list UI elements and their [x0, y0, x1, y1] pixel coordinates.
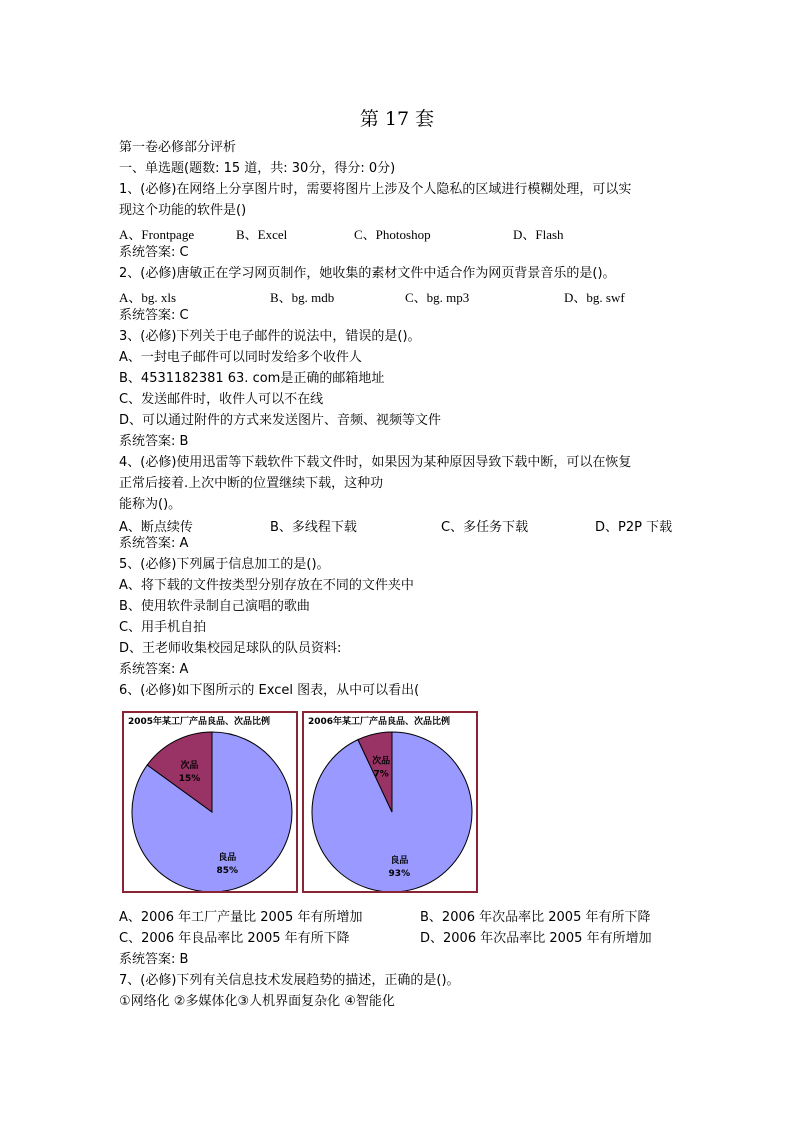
question-2-option-d: D、bg. swf — [564, 290, 625, 305]
pie-percent-label: 93% — [388, 868, 411, 879]
document-title: 第 17 套 — [359, 108, 435, 130]
pie-chart-2006-title: 2006年某工厂产品良品、次品比例 — [308, 717, 451, 727]
question-4-option-d: D、P2P 下载 — [595, 520, 673, 535]
question-1-option-b: B、Excel — [236, 227, 288, 242]
question-4-option-a: A、断点续传 — [119, 520, 193, 535]
question-7-stem-line-1: 7、(必修)下列有关信息技术发展趋势的描述，正确的是()。 — [119, 973, 460, 988]
question-6-option-a: A、2006 年工厂产量比 2005 年有所增加 — [119, 910, 363, 925]
question-4-stem-line-2: 正常后接着.上次中断的位置继续下载，这种功 — [119, 476, 384, 491]
question-3-stem-line-1: 3、(必修)下列关于电子邮件的说法中，错误的是()。 — [119, 329, 421, 344]
question-1-option-d: D、Flash — [513, 227, 564, 242]
question-2-option-a: A、bg. xls — [119, 290, 177, 305]
question-4-option-c: C、多任务下载 — [441, 520, 529, 535]
question-5-option-b: B、使用软件录制自己演唱的歌曲 — [119, 599, 310, 614]
question-3-option-d: D、可以通过附件的方式来发送图片、音频、视频等文件 — [119, 413, 442, 428]
pie-percent-label: 7% — [373, 769, 389, 780]
question-4-stem-line-3: 能称为()。 — [119, 497, 182, 512]
pie-chart-2006-plot — [304, 713, 476, 891]
question-5-option-d: D、王老师收集校园足球队的队员资料: — [119, 641, 342, 656]
question-6-answer: 系统答案: B — [119, 952, 189, 967]
question-5-stem-line-1: 5、(必修)下列属于信息加工的是()。 — [119, 557, 330, 572]
section-heading: 第一卷必修部分评析 — [119, 140, 237, 155]
question-3-option-c: C、发送邮件时，收件人可以不在线 — [119, 392, 324, 407]
question-6-stem-line-1: 6、(必修)如下图所示的 Excel 图表，从中可以看出( — [119, 683, 420, 698]
question-1-option-a: A、Frontpage — [119, 227, 195, 242]
question-2-answer: 系统答案: C — [119, 308, 189, 323]
question-6-option-c: C、2006 年良品率比 2005 年有所下降 — [119, 931, 350, 946]
question-3-answer: 系统答案: B — [119, 434, 189, 449]
question-5-answer: 系统答案: A — [119, 662, 189, 677]
question-2-stem-line-1: 2、(必修)唐敏正在学习网页制作，她收集的素材文件中适合作为网页背景音乐的是()。 — [119, 266, 616, 281]
question-1-stem-line-1: 1、(必修)在网络上分享图片时，需要将图片上涉及个人隐私的区域进行模糊处理，可以实 — [119, 182, 632, 197]
pie-category-label: 次品 — [372, 756, 391, 767]
question-3-option-a: A、一封电子邮件可以同时发给多个收件人 — [119, 350, 362, 365]
pie-percent-label: 15% — [178, 773, 201, 784]
pie-category-label: 良品 — [218, 852, 237, 863]
question-4-answer: 系统答案: A — [119, 536, 189, 551]
question-2-option-b: B、bg. mdb — [270, 290, 335, 305]
pie-chart-2006 — [302, 711, 478, 893]
question-1-answer: 系统答案: C — [119, 245, 189, 260]
question-1-stem-line-2: 现这个功能的软件是() — [119, 203, 247, 218]
question-2-option-c: C、bg. mp3 — [405, 290, 470, 305]
pie-percent-label: 85% — [216, 865, 239, 876]
part-heading: 一、单选题(题数: 15 道，共: 30分，得分: 0分) — [119, 161, 396, 176]
pie-category-label: 良品 — [390, 855, 409, 866]
pie-chart-2005-title: 2005年某工厂产品良品、次品比例 — [128, 717, 271, 727]
question-7-stem-line-2: ①网络化 ②多媒体化③人机界面复杂化 ④智能化 — [119, 994, 395, 1009]
question-4-stem-line-1: 4、(必修)使用迅雷等下载软件下载文件时，如果因为某种原因导致下载中断，可以在恢复 — [119, 455, 632, 470]
pie-chart-2005 — [122, 711, 298, 893]
question-4-option-b: B、多线程下载 — [270, 520, 357, 535]
pie-chart-2005-plot — [124, 713, 296, 891]
question-6-option-b: B、2006 年次品率比 2005 年有所下降 — [420, 910, 651, 925]
question-5-option-a: A、将下载的文件按类型分别存放在不同的文件夹中 — [119, 578, 414, 593]
pie-category-label: 次品 — [180, 760, 199, 771]
question-6-option-d: D、2006 年次品率比 2005 年有所增加 — [420, 931, 652, 946]
question-3-option-b: B、4531182381 63. com是正确的邮箱地址 — [119, 371, 385, 386]
question-1-option-c: C、Photoshop — [354, 227, 431, 242]
question-5-option-c: C、用手机自拍 — [119, 620, 207, 635]
